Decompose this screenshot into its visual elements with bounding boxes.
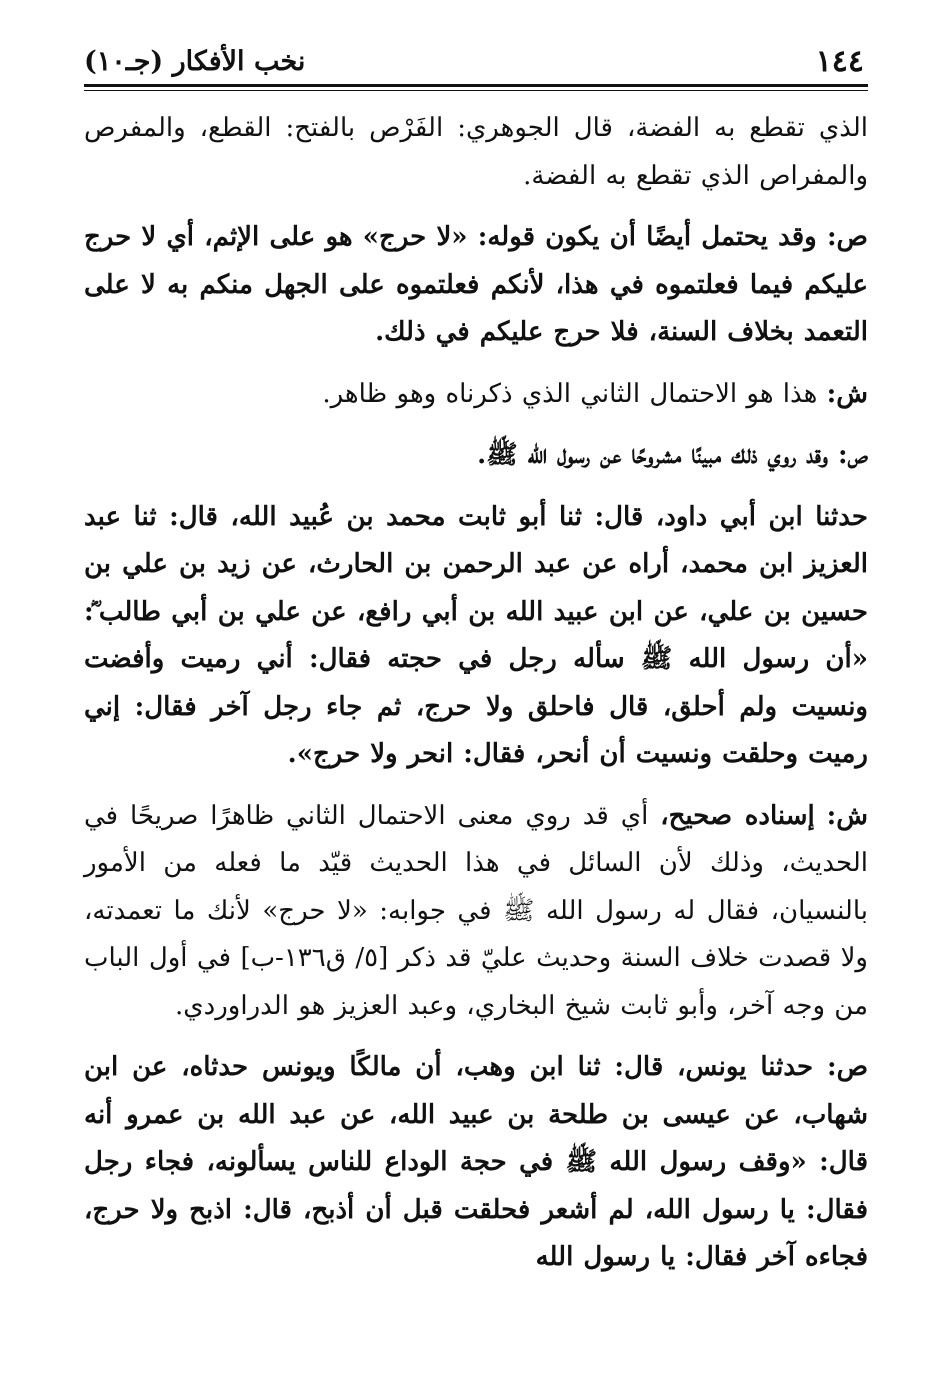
paragraph-sad-1 (84, 214, 868, 357)
paragraph-sad-3 (84, 1044, 868, 1282)
section-marker: ص: (826, 222, 868, 252)
section-marker: ش: (826, 378, 868, 409)
paragraph-text: هذا هو الاحتمال الثاني الذي ذكرناه وهو ظاهر. (322, 378, 818, 409)
paragraph-text: حدثنا يونس، قال: ثنا ابن وهب، أن مالكًا ويونس حدثاه، عن ابن شهاب، عن عيسى بن طلحة بن عبيد الله، عن عبد الله بن عمرو أنه قال: «وقف رسول الله ﷺ في حجة الوداع للناس يسألونه، فجاء رجل فقال: يا رسول الله، لم أشعر فحلقت قبل أن أذبح، قال: اذبح ولا حرج، فجاءه آخر فقال: يا رسول الله (84, 1052, 868, 1272)
paragraph-text: حدثنا ابن أبي داود، قال: ثنا أبو ثابت محمد بن عُبيد الله، قال: ثنا عبد العزيز ابن محمد، أراه عن عبد الرحمن بن الحارث، عن زيد بن علي بن حسين بن علي، عن ابن عبيد الله بن أبي رافع، عن علي بن أبي طالب ؓ: «أن رسول الله ﷺ سأله رجل في حجته فقال: أني رميت وأفضت ونسيت ولم أحلق، قال فاحلق ولا حرج، ثم جاء رجل آخر فقال: إني رميت وحلقت ونسيت أن أنحر، فقال: انحر ولا حرج». (84, 501, 868, 769)
section-marker: ش: (826, 800, 868, 831)
header-rule-thin (84, 90, 868, 91)
header-rule-thick (84, 84, 868, 87)
paragraph-text: أي قد روي معنى الاحتمال الثاني ظاهرًا صريحًا في الحديث، وذلك لأن السائل في هذا الحديث قيّد ما فعله من الأمور بالنسيان، فقال له رسول الله ﷺ في جوابه: «لا حرج» لأنك ما تعمدته، ولا قصدت خلاف السنة وحديث عليّ قد ذكر [٥/ ق١٣٦-ب] في أول الباب من وجه آخر، وأبو ثابت شيخ البخاري، وعبد العزيز هو الدراوردي. (84, 800, 868, 1021)
paragraph-shin-1 (84, 371, 868, 419)
paragraph-text: الذي تقطع به الفضة، قال الجوهري: الفَرْص بالفتح: القطع، والمفرص والمفراص الذي تقطع به الفضة. (84, 113, 868, 191)
paragraph-text: وقد روي ذلك مبينًا مشروحًا عن رسول الله ﷺ. (477, 440, 828, 470)
paragraph-continuation (84, 105, 868, 200)
paragraph-sad-2 (84, 432, 868, 480)
paragraph-hadith-1 (84, 494, 868, 779)
section-marker: ص: (838, 440, 868, 470)
page-number: ١٤٤ (815, 44, 864, 79)
page-content (84, 105, 868, 1282)
page-header (84, 40, 868, 82)
highlight-phrase: إسناده صحيح، (660, 800, 815, 831)
book-title: نخب الأفكار (جـ١٠) (84, 46, 306, 77)
section-marker: ص: (826, 1052, 868, 1082)
paragraph-text: وقد يحتمل أيضًا أن يكون قوله: «لا حرج» هو على الإثم، أي لا حرج عليكم فيما فعلتموه في هذا، لأنكم فعلتموه على الجهل منكم به لا على التعمد بخلاف السنة، فلا حرج عليكم في ذلك. (84, 222, 868, 347)
paragraph-shin-2 (84, 793, 868, 1031)
